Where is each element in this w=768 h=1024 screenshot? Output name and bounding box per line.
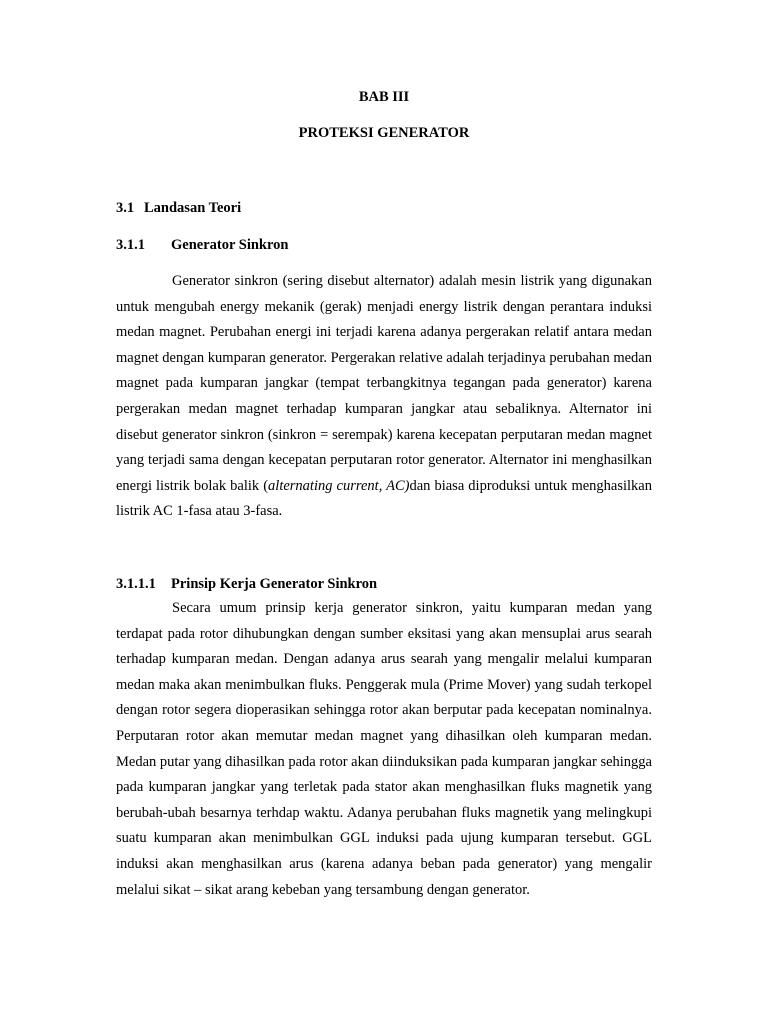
section-title: Prinsip Kerja Generator Sinkron [171, 576, 378, 592]
section-heading-3-1-1 [116, 237, 289, 254]
section-number: 3.1.1.1 [116, 576, 156, 592]
section-number: 3.1 [116, 200, 135, 216]
paragraph-generator-sinkron [116, 269, 652, 525]
section-number: 3.1.1 [116, 237, 145, 253]
section-heading-3-1 [116, 200, 241, 217]
section-title: Landasan Teori [144, 200, 242, 216]
paragraph-prinsip-kerja: Secara umum prinsip kerja generator sinkron, yaitu kumparan medan yang terdapat pada rotor dihubungkan dengan sumber eksitasi yang akan mensuplai arus searah terhadap kumparan medan. Dengan adanya arus searah yang mengalir melalui kumparan medan maka akan menimbulkan fluks. Penggerak mula (Prime Mover) yang sudah terkopel dengan rotor segera dioperasikan sehingga rotor akan berputar pada kecepatan nominalnya. Perputaran rotor akan memutar medan magnet yang dihasilkan oleh kumparan medan. Medan putar yang dihasilkan pada rotor akan diinduksikan pada kumparan jangkar sehingga pada kumparan jangkar yang terletak pada stator akan menghasilkan fluks magnetik yang berubah-ubah besarnya terhdap waktu. Adanya perubahan fluks magnetik yang melingkupi suatu kumparan akan menimbulkan GGL induksi pada ujung kumparan tersebut. GGL induksi akan menghasilkan arus (karena adanya beban pada generator) yang mengalir melalui sikat – sikat arang kebeban yang tersambung dengan generator. [116, 600, 652, 898]
section-heading-3-1-1-1 [116, 576, 377, 593]
section-title: Generator Sinkron [171, 237, 289, 253]
paragraph-text: dan biasa diproduksi untuk menghasilkan listrik AC 1-fasa atau 3-fasa. [116, 477, 652, 520]
chapter-label: BAB III [358, 89, 410, 105]
paragraph-italic-term: alternating current, AC) [268, 477, 410, 494]
chapter-title: PROTEKSI GENERATOR [298, 125, 470, 141]
paragraph-text: Generator sinkron (sering disebut alternator) adalah mesin listrik yang digunakan untuk mengubah energy mekanik (gerak) menjadi energy listrik dengan perantara induksi medan magnet. Perubahan energi ini terjadi karena adanya pergerakan relatif antara medan magnet dengan kumparan generator. Pergerakan relative adalah terjadinya perubahan medan magnet pada kumparan jangkar (tempat terbangkitnya tegangan pada generator) karena pergerakan medan magnet terhadap kumparan jangkar atau sebaliknya. Alternator ini disebut generator sinkron (sinkron = serempak) karena kecepatan perputaran medan magnet yang terjadi sama dengan kecepatan perputaran rotor generator. Alternator ini menghasilkan energi listrik bolak balik ( [116, 273, 652, 494]
